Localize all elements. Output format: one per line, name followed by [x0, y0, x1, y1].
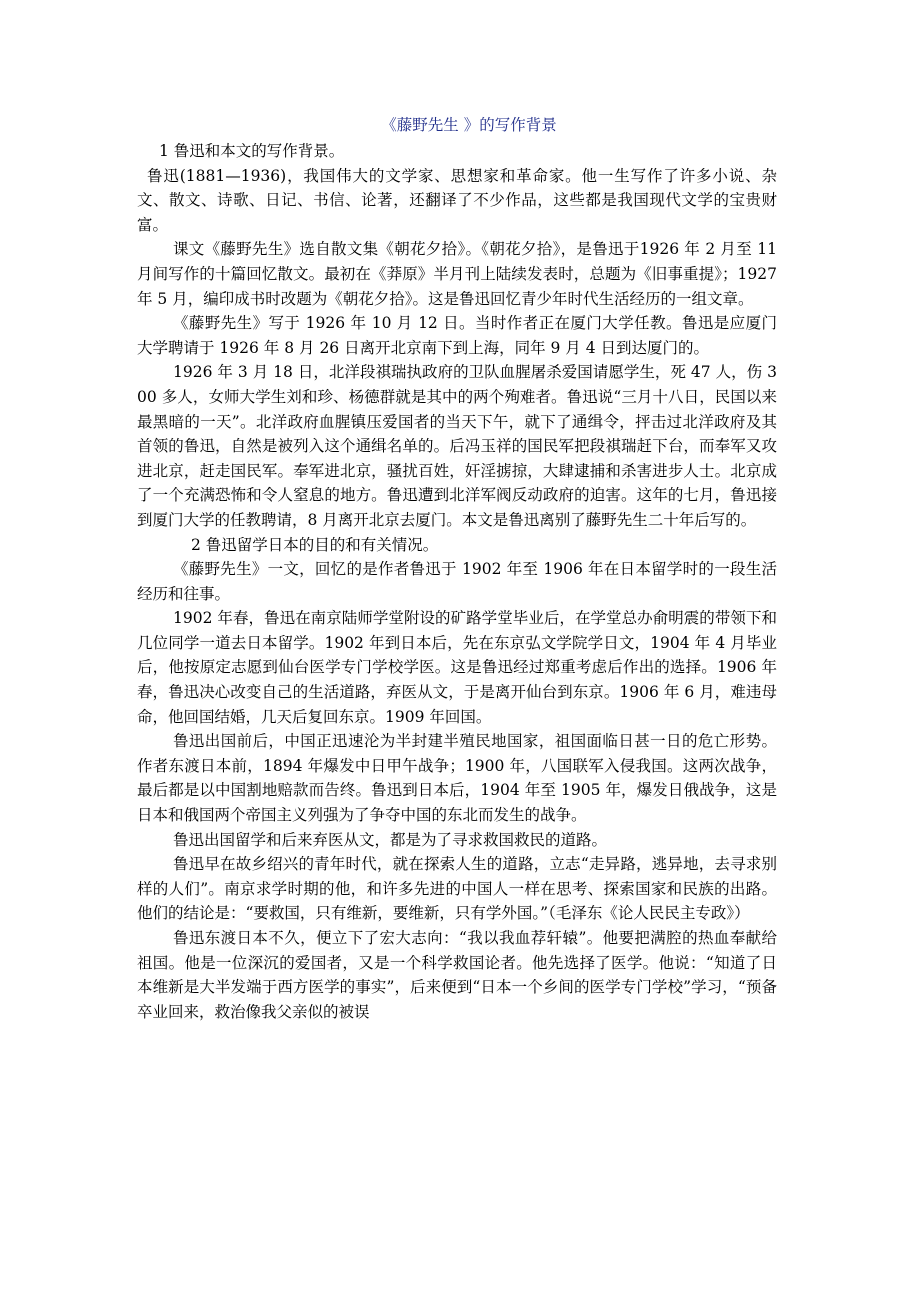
- paragraph-study-period: 《藤野先生》一文，回忆的是作者鲁迅于 1902 年至 1906 年在日本留学时的一段生活经历和往事。: [137, 560, 777, 603]
- section-heading-1: 1 鲁迅和本文的写作背景。: [159, 142, 345, 160]
- paragraph-zhaohua-xishi: 课文《藤野先生》选自散文集《朝花夕拾》。《朝花夕拾》，是鲁迅于1926 年 2 月至 11 月间写作的十篇回忆散文。最初在《莽原》半月刊上陆续发表时，总题为《旧事重提》；1927 年 5 月，编印成书时改题为《朝花夕拾》。这是鲁迅回忆青少年时代生活经历的一组文章。: [137, 240, 777, 308]
- section-heading-2: 2 鲁迅留学日本的目的和有关情况。: [191, 535, 439, 554]
- paragraph-march-18: 1926 年 3 月 18 日，北洋段祺瑞执政府的卫队血腥屠杀爱国请愿学生，死 47 人，伤 300 多人，女师大学生刘和珍、杨德群就是其中的两个殉难者。鲁迅说“三月十八日，民国以来最黑暗的一天”。北洋政府血腥镇压爱国者的当天下午，就下了通缉令，抨击过北洋政府及其首领的鲁迅，自然是被列入这个通缉名单的。后冯玉祥的国民军把段祺瑞赶下台，而奉军又攻进北京，赶走国民军。奉军进北京，骚扰百姓，奸淫掳掠，大肆逮捕和杀害进步人士。北京成了一个充满恐怖和令人窒息的地方。鲁迅遭到北洋军阀反动政府的迫害。这年的七月，鲁迅接到厦门大学的任教聘请，8 月离开北京去厦门。本文是鲁迅离别了藤野先生二十年后写的。: [137, 363, 777, 529]
- paragraph-purpose: 鲁迅出国留学和后来弃医从文，都是为了寻求救国救民的道路。: [173, 830, 608, 849]
- paragraph-ambition: 鲁迅东渡日本不久，便立下了宏大志向：“我以我血荐轩辕”。他要把满腔的热血奉献给祖国。他是一位深沉的爱国者，又是一个科学救国论者。他先选择了医学。他说：“知道了日本维新是大半发端于西方医学的事实”，后来便到“日本一个乡间的医学专门学校”学习，“预备卒业回来，救治像我父亲似的被误: [137, 929, 777, 1021]
- paragraph-1902-spring: 1902 年春，鲁迅在南京陆师学堂附设的矿路学堂毕业后，在学堂总办俞明震的带领下和几位同学一道去日本留学。1902 年到日本后，先在东京弘文学院学日文，1904 年 4 月毕业后，他按原定志愿到仙台医学专门学校学医。这是鲁迅经过郑重考虑后作出的选择。1906 年春，鲁迅决心改变自己的生活道路，弃医从文，于是离开仙台到东京。1906 年 6 月，难违母命，他回国结婚，几天后复回东京。1909 年回国。: [137, 609, 777, 726]
- paragraph-national-crisis: 鲁迅出国前后，中国正迅速沦为半封建半殖民地国家，祖国面临日甚一日的危亡形势。作者东渡日本前，1894 年爆发中日甲午战争；1900 年，八国联军入侵我国。这两次战争，最后都是以中国割地赔款而告终。鲁迅到日本后，1904 年至 1905 年，爆发日俄战争，这是日本和俄国两个帝国主义列强为了争夺中国的东北而发生的战争。: [137, 732, 777, 825]
- document-title: 《藤野先生 》的写作背景: [381, 116, 557, 134]
- document-page: [137, 112, 777, 1024]
- paragraph-writing-date: 《藤野先生》写于 1926 年 10 月 12 日。当时作者正在厦门大学任教。鲁迅是应厦门大学聘请于 1926 年 8 月 26 日离开北京南下到上海，同年 9 月 4 日到达厦门的。: [137, 314, 777, 357]
- paragraph-luxun-intro: 鲁迅(1881—1936)，我国伟大的文学家、思想家和革命家。他一生写作了许多小说、杂文、散文、诗歌、日记、书信、论著，还翻译了不少作品，这些都是我国现代文学的宝贵财富。: [137, 166, 777, 234]
- paragraph-youth: 鲁迅早在故乡绍兴的青年时代，就在探索人生的道路，立志“走异路，逃异地，去寻求别样的人们”。南京求学时期的他，和许多先进的中国人一样在思考、探索国家和民族的出路。他们的结论是：“要救国，只有维新，要维新，只有学外国。”（毛泽东《论人民民主专政》）: [137, 855, 777, 923]
